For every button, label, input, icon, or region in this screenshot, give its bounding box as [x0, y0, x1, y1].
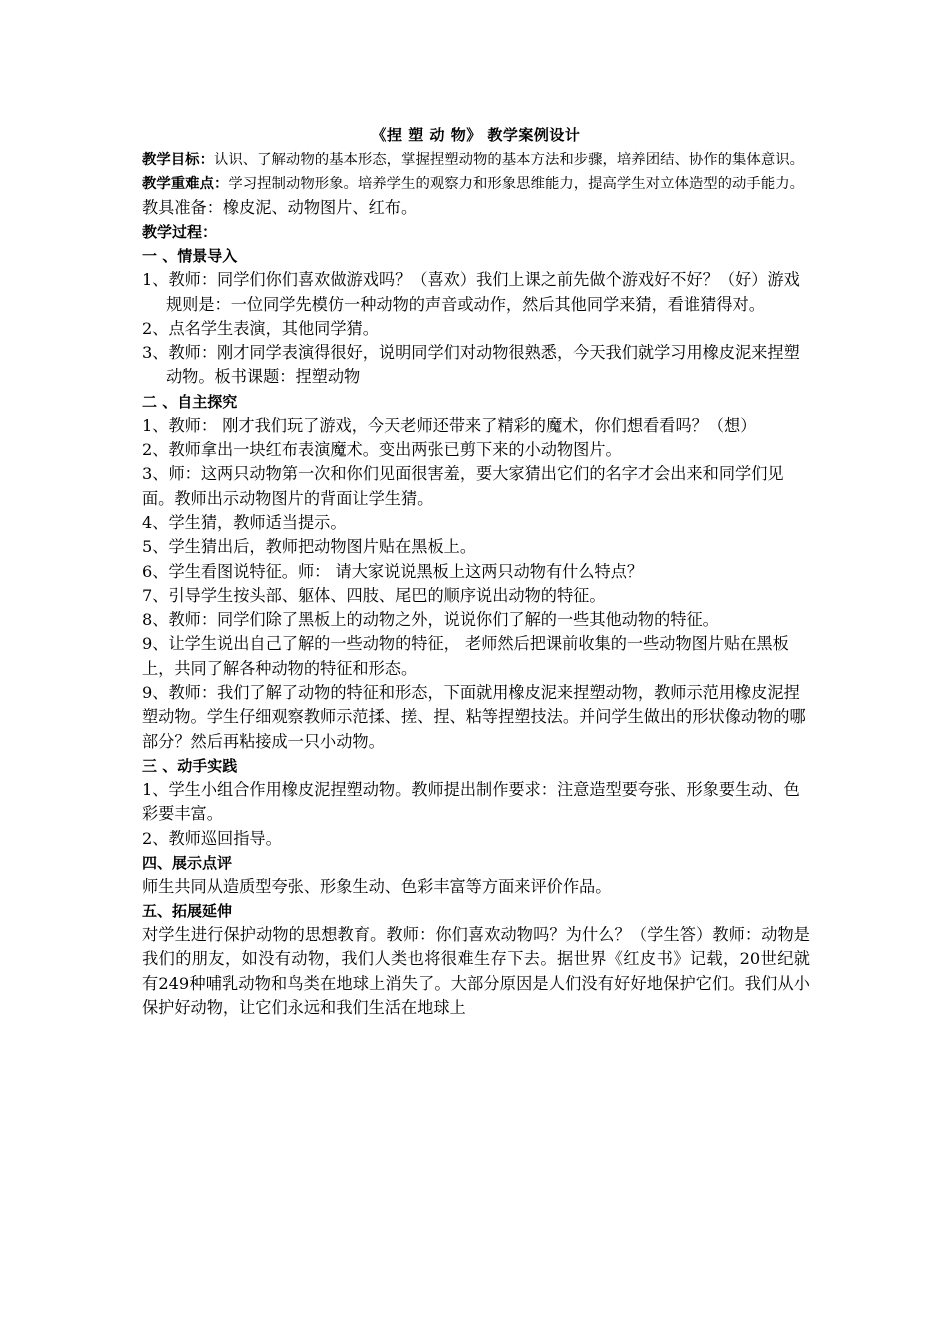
section-heading-4: 四、展示点评	[142, 853, 233, 872]
objectives-text: 认识、了解动物的基本形态，掌握捏塑动物的基本方法和步骤，培养团结、协作的集体意识。	[213, 152, 804, 168]
list-item: 对学生进行保护动物的思想教育。教师：你们喜欢动物吗？为什么？（学生答）教师：动物是我们的朋友，如没有动物，我们人类也将很难生存下去。据世界《红皮书》记载，20世纪就有249种哺乳动物和鸟类在地球上消失了。大部分原因是人们没有好好地保护它们。我们从小保护好动物，让它们永远和我们生活在地球上	[142, 925, 810, 1018]
list-item: 7、引导学生按头部、躯体、四肢、尾巴的顺序说出动物的特征。	[142, 585, 606, 605]
key-points-text: 学习捏制动物形象。培养学生的观察力和形象思维能力，提高学生对立体造型的动手能力。	[228, 176, 804, 192]
document-title: 《捏 塑 动 物》 教学案例设计	[371, 126, 581, 144]
list-item: 9、让学生说出自己了解的一些动物的特征， 老师然后把课前收集的一些动物图片贴在黑板上，共同了解各种动物的特征和形态。	[142, 634, 789, 678]
list-item: 5、学生猜出后，教师把动物图片贴在黑板上。	[142, 537, 477, 557]
list-item: 8、教师：同学们除了黑板上的动物之外，说说你们了解的一些其他动物的特征。	[142, 610, 719, 630]
list-item: 1、教师： 刚才我们玩了游戏，今天老师还带来了精彩的魔术，你们想看看吗？（想）	[142, 415, 757, 435]
list-item: 2、教师巡回指导。	[142, 828, 282, 848]
key-points-paragraph	[142, 172, 810, 196]
list-item: 1、教师：同学们你们喜欢做游戏吗？（喜欢）我们上课之前先做个游戏好不好？（好）游戏规则是：一位同学先模仿一种动物的声音或动作，然后其他同学来猜，看谁猜得对。	[142, 270, 800, 314]
key-points-label: 教学重难点：	[142, 175, 229, 192]
section-heading-5: 五、拓展延伸	[142, 902, 233, 921]
list-item: 1、学生小组合作用橡皮泥捏塑动物。教师提出制作要求：注意造型要夸张、形象要生动、色彩要丰富。	[142, 779, 800, 824]
list-item: 6、学生看图说特征。师： 请大家说说黑板上这两只动物有什么特点？	[142, 561, 644, 581]
list-item: 2、点名学生表演，其他同学猜。	[142, 318, 379, 338]
section-heading-1: 一 、情景导入	[142, 247, 238, 266]
list-item: 3、教师：刚才同学表演得很好，说明同学们对动物很熟悉，今天我们就学习用橡皮泥来捏塑动物。板书课题：捏塑动物	[142, 343, 800, 387]
section-heading-2: 二 、自主探究	[142, 392, 238, 411]
process-label: 教学过程：	[142, 223, 218, 242]
section-heading-3: 三 、动手实践	[142, 756, 238, 775]
list-item: 师生共同从造质型夸张、形象生动、色彩丰富等方面来评价作品。	[142, 876, 612, 896]
document-page	[142, 124, 810, 1020]
objectives-paragraph	[142, 148, 810, 172]
list-item: 4、学生猜，教师适当提示。	[142, 512, 347, 532]
objectives-label: 教学目标：	[142, 151, 214, 168]
list-item: 9、教师：我们了解了动物的特征和形态，下面就用橡皮泥来捏塑动物，教师示范用橡皮泥捏塑动物。学生仔细观察教师示范揉、搓、捏、粘等捏塑技法。并问学生做出的形状像动物的哪部分？然后再粘接成一只小动物。	[142, 683, 806, 751]
list-item: 2、教师拿出一块红布表演魔术。变出两张已剪下来的小动物图片。	[142, 440, 622, 460]
list-item: 3、师：这两只动物第一次和你们见面很害羞，要大家猜出它们的名字才会出来和同学们见面。教师出示动物图片的背面让学生猜。	[142, 464, 784, 508]
materials-line: 教具准备：橡皮泥、动物图片、红布。	[142, 198, 418, 217]
